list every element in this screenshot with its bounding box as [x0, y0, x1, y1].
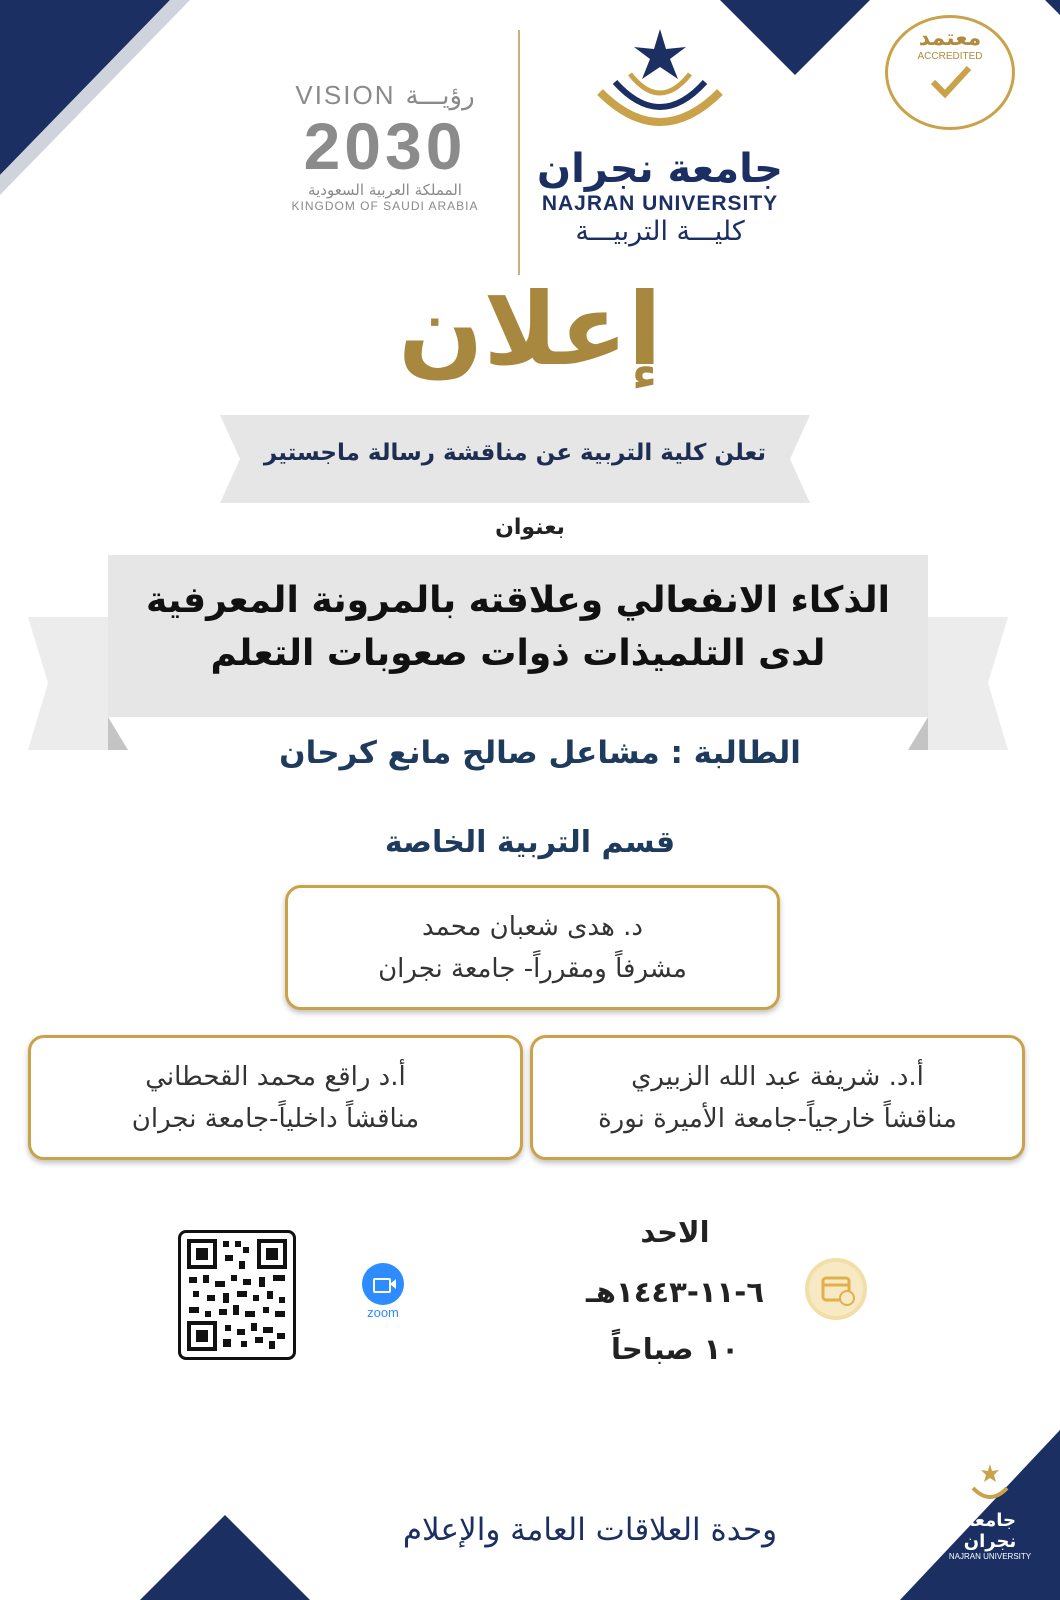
external-examiner-name: أ.د. شريفة عبد الله الزبيري [631, 1062, 924, 1092]
department-name: قسم التربية الخاصة [384, 825, 676, 860]
zoom-label: zoom [367, 1305, 399, 1320]
accredited-ar: معتمد [918, 26, 982, 51]
external-examiner-card [530, 1035, 1025, 1160]
thesis-title-line1: الذكاء الانفعالي وعلاقته بالمرونة المعرفية [145, 580, 890, 621]
university-emblem-icon [530, 22, 790, 142]
video-camera-icon [362, 1263, 404, 1305]
internal-examiner-name: أ.د راقع محمد القحطاني [145, 1062, 406, 1092]
footer-university-en: NAJRAN UNIVERSITY [948, 1552, 1032, 1561]
check-icon [925, 62, 975, 102]
qr-code-pattern [181, 1233, 293, 1357]
college-name: كليـــة التربيـــة [575, 216, 745, 247]
footer-emblem-icon [965, 1462, 1015, 1506]
accredited-en: ACCREDITED [917, 51, 983, 62]
schedule-time: ١٠ صباحاً [610, 1332, 740, 1366]
footer-university-logo [935, 1462, 1045, 1561]
intro-text: تعلن كلية التربية عن مناقشة رسالة ماجستير [263, 440, 767, 466]
external-examiner-role: مناقشاً خارجياً-جامعة الأميرة نورة [598, 1104, 957, 1134]
university-name-en: NAJRAN UNIVERSITY [541, 192, 779, 215]
schedule-date: ٦-١١-١٤٤٣هـ [585, 1275, 765, 1309]
zoom-logo [352, 1263, 414, 1320]
student-name: الطالبة : مشاعل صالح مانع كرحان [279, 735, 801, 771]
announcement-title: إعلان [398, 271, 662, 388]
vision-arabic: رؤيـــة [405, 80, 475, 111]
vision-ksa-ar: المملكة العربية السعودية [308, 181, 462, 199]
vision-word: VISION [295, 80, 396, 110]
schedule-day: الاحد [640, 1215, 710, 1249]
internal-examiner-card [28, 1035, 523, 1160]
vision-year: 2030 [303, 109, 467, 183]
vision-ksa-en: KINGDOM OF SAUDI ARABIA [291, 199, 479, 213]
qr-code[interactable] [178, 1230, 296, 1360]
najran-university-logo [530, 22, 790, 252]
accredited-seal [885, 15, 1015, 130]
internal-examiner-role: مناقشاً داخلياً-جامعة نجران [131, 1104, 420, 1134]
footer-unit: وحدة العلاقات العامة والإعلام [402, 1512, 778, 1548]
thesis-title-line2: لدى التلميذات ذوات صعوبات التعلم [210, 633, 826, 674]
calendar-icon [805, 1258, 867, 1320]
supervisor-card [285, 885, 780, 1010]
titled-label: بعنوان [495, 515, 565, 540]
supervisor-name: د. هدى شعبان محمد [422, 912, 643, 942]
university-name-ar: جامعة نجران [537, 146, 783, 192]
supervisor-role: مشرفاً ومقرراً- جامعة نجران [378, 954, 687, 984]
logo-divider [518, 30, 520, 275]
vision-2030-logo [265, 80, 505, 220]
footer-university-ar: جامعة نجران [963, 1510, 1017, 1552]
